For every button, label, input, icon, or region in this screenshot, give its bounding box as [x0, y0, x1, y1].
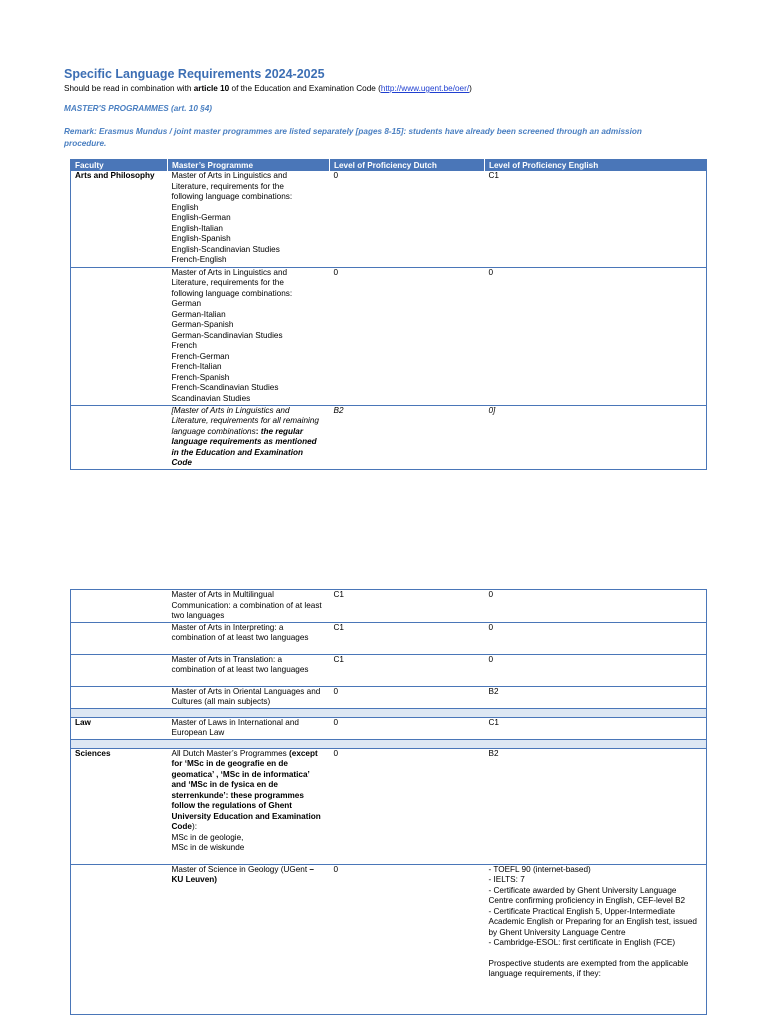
- programme-line: French-Italian: [171, 362, 222, 371]
- spacer-row: [71, 739, 707, 748]
- dutch-cell: 0: [330, 864, 485, 1014]
- english-requirement: - IELTS: 7: [488, 875, 525, 884]
- english-cell: 0: [485, 654, 707, 686]
- faculty-cell: [71, 590, 168, 623]
- intro-text-1: Should be read in combination with: [64, 84, 194, 93]
- exemption-note: Prospective students are exempted from the applicable language requirements, if they:: [488, 958, 689, 978]
- programme-exception: (except for ‘MSc in de geografie en de geomatica’ , ‘MSc in de informatica’ and ‘MSc in de fysica en de sterrenkunde’: these programmes follow the regulations of Ghent University Education and Examination Code: [171, 748, 321, 831]
- english-cell: 0: [485, 267, 707, 405]
- english-cell: B2: [485, 748, 707, 864]
- programme-line: Master of Arts in Linguistics and: [171, 267, 288, 277]
- table-row: [71, 405, 707, 469]
- faculty-cell: [71, 405, 168, 469]
- dutch-cell: 0: [330, 267, 485, 405]
- english-requirement: - TOEFL 90 (internet-based): [488, 864, 591, 874]
- table-header-row: [71, 160, 707, 172]
- programme-text-end: ):: [191, 822, 197, 831]
- programme-cell: Master of Arts in Oriental Languages and Cultures (all main subjects): [168, 686, 330, 708]
- remark-text: Remark: Erasmus Mundus / joint master programmes are listed separately [pages 8-15]: students have already been screened through an admission procedure.: [64, 127, 642, 148]
- col-faculty: Faculty: [71, 160, 168, 172]
- programme-cell: Master of Arts in Translation: a combination of at least two languages: [168, 654, 330, 686]
- faculty-cell: Law: [71, 717, 168, 739]
- col-programme: Master’s Programme: [168, 160, 330, 172]
- programme-line: English-Scandinavian Studies: [171, 244, 280, 254]
- english-cell: [485, 864, 707, 1014]
- programme-partner: – KU Leuven): [171, 864, 314, 884]
- dutch-cell: C1: [330, 622, 485, 654]
- faculty-cell: Arts and Philosophy: [71, 171, 168, 267]
- spacer-row: [71, 708, 707, 717]
- faculty-cell: [71, 622, 168, 654]
- faculty-cell: [71, 864, 168, 1014]
- dutch-cell: C1: [330, 654, 485, 686]
- dutch-cell: 0: [330, 686, 485, 708]
- col-dutch: Level of Proficiency Dutch: [330, 160, 485, 172]
- english-cell: 0]: [485, 405, 707, 469]
- programme-cell: Master of Laws in International and European Law: [168, 717, 330, 739]
- intro-text-2: of the Education and Examination Code (: [229, 84, 381, 93]
- programme-note: the regular language requirements as mentioned in the Education and Examination Code: [171, 426, 317, 467]
- article-ref: article 10: [193, 84, 230, 93]
- english-requirement: - Certificate Practical English 5, Upper-Intermediate Academic English or Preparing for an English test, issued by Ghent University Language Centre: [488, 906, 697, 937]
- programme-colon: :: [255, 426, 259, 436]
- programme-cell: Master of Arts in Multilingual Communication: a combination of at least two languages: [168, 590, 330, 623]
- line-gap: [489, 949, 703, 959]
- faculty-cell: [71, 686, 168, 708]
- table-row: [71, 171, 707, 267]
- programme-line: Scandinavian Studies: [171, 393, 251, 403]
- oer-link[interactable]: http://www.ugent.be/oer/: [380, 84, 470, 93]
- english-cell: C1: [485, 171, 707, 267]
- programme-cell: [168, 864, 330, 1014]
- programme-cell: [168, 748, 330, 864]
- programme-line: English-Spanish: [171, 234, 231, 243]
- programme-cell: [168, 171, 330, 267]
- dutch-cell: C1: [330, 590, 485, 623]
- programme-line: MSc in de geologie,: [171, 832, 244, 842]
- programme-line: MSc in de wiskunde: [171, 843, 245, 852]
- table-row: [71, 590, 707, 623]
- programme-line: following language combinations:: [171, 288, 293, 298]
- requirements-table-top: [70, 159, 707, 470]
- faculty-cell: [71, 654, 168, 686]
- faculty-cell: [71, 267, 168, 405]
- programme-text: All Dutch Master’s Programmes: [171, 748, 290, 758]
- programme-line: German: [171, 299, 202, 308]
- programme-line: Master of Arts in Linguistics and: [171, 171, 288, 180]
- english-requirement: - Certificate awarded by Ghent University Language Centre confirming proficiency in English, CEF-level B2: [488, 885, 686, 905]
- dutch-cell: 0: [330, 171, 485, 267]
- faculty-cell: Sciences: [71, 748, 168, 864]
- masters-heading: MASTER'S PROGRAMMES (art. 10 §4): [64, 104, 212, 113]
- programme-line: French-Scandinavian Studies: [171, 383, 279, 392]
- english-cell: 0: [485, 622, 707, 654]
- requirements-table-bottom: [70, 589, 707, 1015]
- programme-line: following language combinations:: [171, 192, 293, 201]
- programme-line: German-Scandinavian Studies: [171, 330, 283, 340]
- spacer-cell: [71, 708, 707, 717]
- table-row: [71, 622, 707, 654]
- programme-line: English-Italian: [171, 223, 223, 233]
- english-cell: B2: [485, 686, 707, 708]
- programme-line: French-Spanish: [171, 372, 230, 382]
- programme-line: German-Italian: [171, 309, 226, 319]
- table-row: [71, 654, 707, 686]
- programme-cell: Master of Arts in Interpreting: a combination of at least two languages: [168, 622, 330, 654]
- table-row: [71, 748, 707, 864]
- table-row: [71, 864, 707, 1014]
- page-title: Specific Language Requirements 2024-2025: [64, 67, 325, 81]
- table-row: [71, 717, 707, 739]
- programme-line: English: [171, 202, 199, 212]
- programme-line: Literature, requirements for the: [171, 181, 284, 191]
- table-row: [71, 686, 707, 708]
- english-requirement: - Cambridge-ESOL: first certificate in English (FCE): [488, 938, 676, 947]
- programme-cell: [168, 405, 330, 469]
- intro-text-3: ): [469, 84, 472, 93]
- col-english: Level of Proficiency English: [485, 160, 707, 172]
- spacer-cell: [71, 739, 707, 748]
- dutch-cell: 0: [330, 717, 485, 739]
- programme-cell: [168, 267, 330, 405]
- programme-text: Master of Science in Geology (UGent: [171, 864, 310, 874]
- programme-line: English-German: [171, 213, 231, 222]
- programme-line: Literature, requirements for the: [171, 278, 284, 287]
- programme-line: French-German: [171, 351, 230, 361]
- intro-line: [64, 84, 472, 93]
- english-cell: 0: [485, 590, 707, 623]
- english-cell: C1: [485, 717, 707, 739]
- programme-text: [Master of Arts in Linguistics and Literature, requirements for all remaining language combinations: [171, 405, 319, 436]
- table-row: [71, 267, 707, 405]
- programme-line: German-Spanish: [171, 320, 234, 329]
- dutch-cell: B2: [330, 405, 485, 469]
- dutch-cell: 0: [330, 748, 485, 864]
- programme-line: French: [171, 341, 197, 350]
- programme-line: French-English: [171, 255, 227, 264]
